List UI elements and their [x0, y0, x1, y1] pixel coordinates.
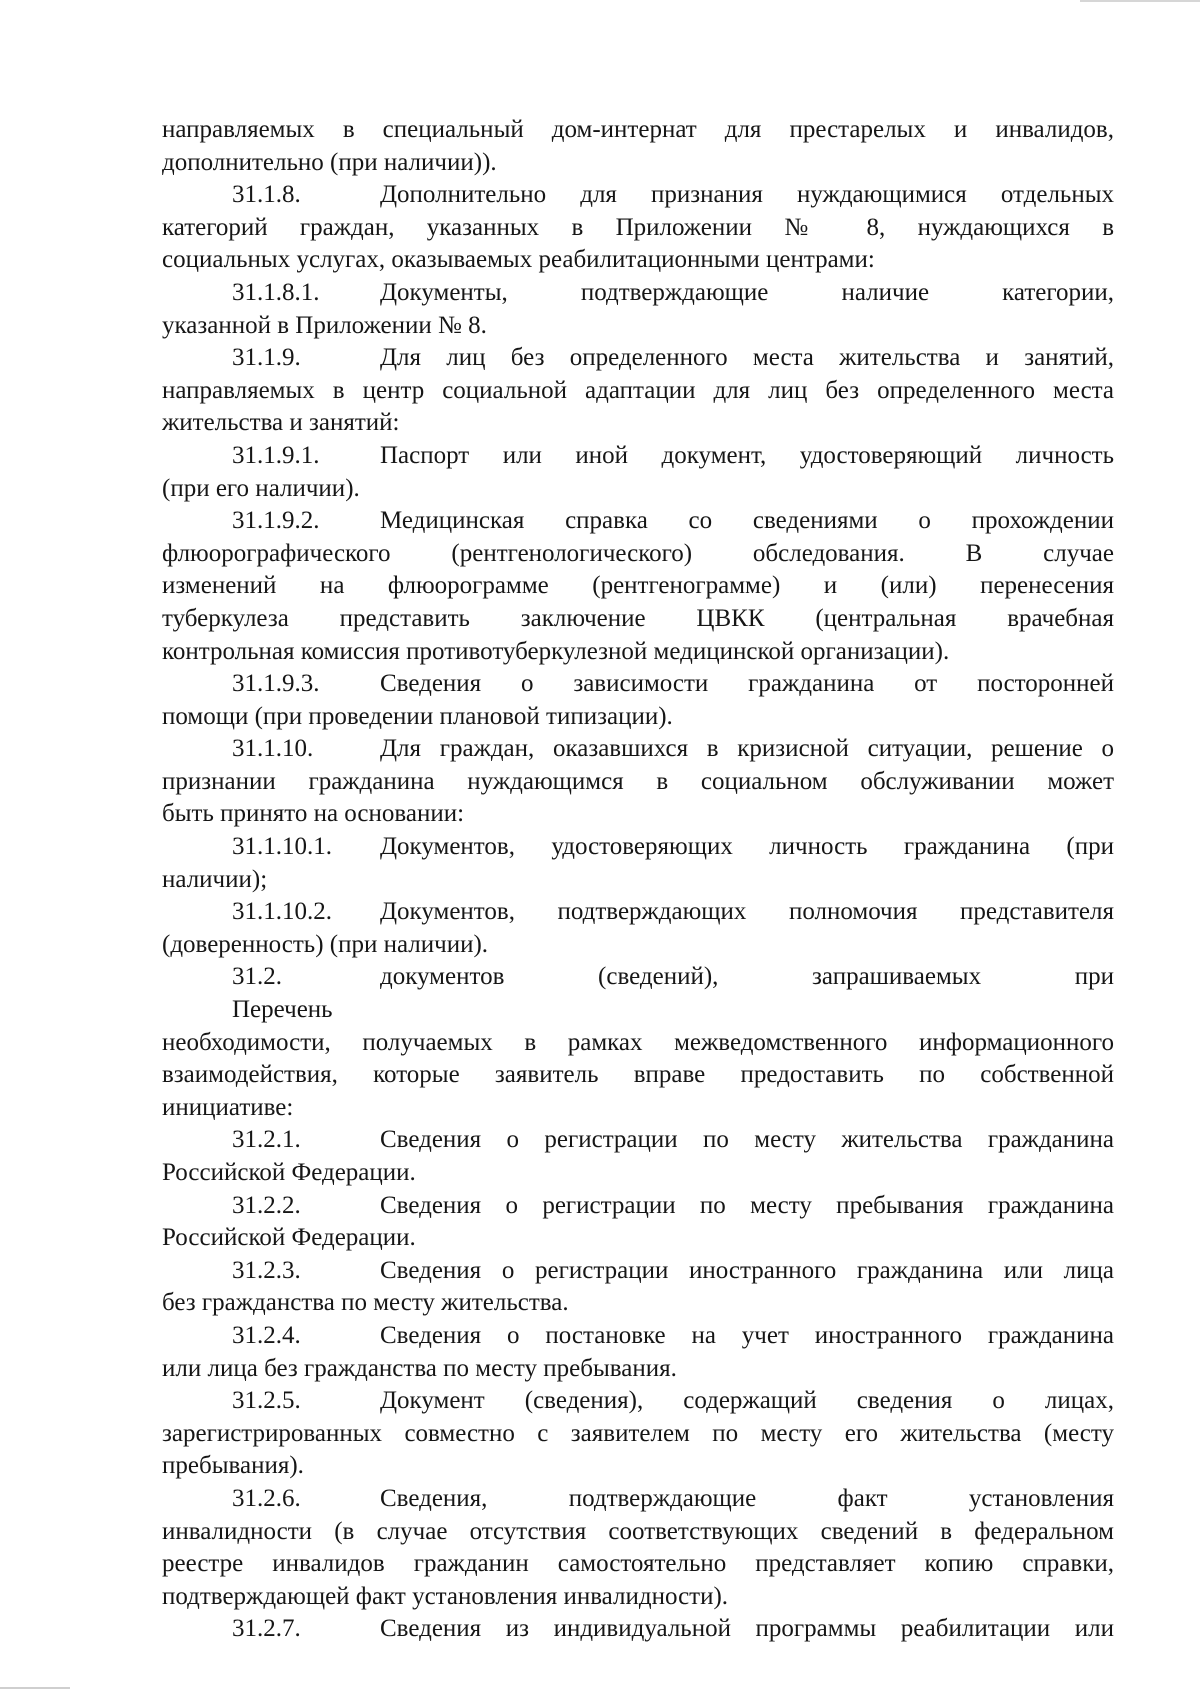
- list-item: [162, 668, 1114, 733]
- list-item: [162, 733, 1114, 831]
- text-line: наличии);: [162, 865, 268, 893]
- item-text: Сведения о регистрации иностранного гражданина или лица: [380, 1256, 1114, 1284]
- item-text: Паспорт или иной документ, удостоверяющий личность: [380, 441, 1114, 469]
- item-first-line: [162, 505, 1114, 538]
- text-line: зарегистрированных совместно с заявителем по месту его жительства (месту: [162, 1419, 1114, 1447]
- list-item: [162, 1190, 1114, 1255]
- text-line: направляемых в центр социальной адаптации для лиц без определенного места: [162, 376, 1114, 404]
- item-first-line: [162, 342, 1114, 375]
- text-line: реестре инвалидов гражданин самостоятельно представляет копию справки,: [162, 1550, 1114, 1578]
- item-text: Сведения о зависимости гражданина от посторонней: [380, 670, 1114, 698]
- text-line: направляемых в специальный дом-интернат для престарелых и инвалидов,: [162, 116, 1114, 143]
- list-item: [162, 896, 1114, 961]
- item-number: 31.2.2.: [232, 1191, 301, 1219]
- list-item: [162, 179, 1114, 277]
- item-text: Документ (сведения), содержащий сведения о лицах,: [380, 1387, 1114, 1415]
- item-text: Документов, подтверждающих полномочия представителя: [380, 898, 1114, 926]
- text-line: туберкулеза представить заключение ЦВКК (центральная врачебная: [162, 604, 1114, 632]
- list-item: [162, 1320, 1114, 1385]
- item-number: 31.1.9.2.: [232, 507, 320, 535]
- text-line: жительства и занятий:: [162, 409, 400, 437]
- item-first-line: [162, 277, 1114, 310]
- item-first-line: [162, 1483, 1114, 1516]
- item-number: 31.1.9.: [232, 344, 301, 372]
- text-line: помощи (при проведении плановой типизации).: [162, 702, 673, 730]
- item-text: Сведения о регистрации по месту пребывания гражданина: [380, 1191, 1114, 1219]
- item-text: Сведения из индивидуальной программы реабилитации или: [380, 1615, 1114, 1643]
- document-body: [162, 114, 1114, 1646]
- text-line: быть принято на основании:: [162, 800, 465, 828]
- paragraph: [162, 114, 1114, 179]
- text-line: категорий граждан, указанных в Приложении № 8, нуждающихся в: [162, 213, 1114, 241]
- item-first-line: [162, 1385, 1114, 1418]
- item-text: Дополнительно для признания нуждающимися отдельных: [380, 181, 1114, 209]
- item-number: 31.1.9.1.: [232, 441, 320, 469]
- item-first-line: [162, 831, 1114, 864]
- text-line: (при его наличии).: [162, 474, 360, 502]
- scan-edge-mark: [1080, 0, 1200, 2]
- item-text: Для лиц без определенного места жительства и занятий,: [380, 344, 1114, 372]
- text-line: инвалидности (в случае отсутствия соответствующих сведений в федеральном: [162, 1517, 1114, 1545]
- list-item: [162, 1255, 1114, 1320]
- item-number: 31.2.3.: [232, 1256, 301, 1284]
- text-line: Российской Федерации.: [162, 1224, 416, 1252]
- text-line: подтверждающей факт установления инвалидности).: [162, 1582, 729, 1610]
- item-text: Документы, подтверждающие наличие категории,: [380, 278, 1114, 306]
- item-first-line: [162, 896, 1114, 929]
- item-first-line: [162, 1320, 1114, 1353]
- list-item: [162, 277, 1114, 342]
- text-line: указанной в Приложении № 8.: [162, 311, 487, 339]
- item-number: 31.1.10.2.: [232, 898, 332, 926]
- item-first-line: [162, 961, 1114, 1026]
- list-item: [162, 342, 1114, 440]
- item-number: 31.1.8.1.: [232, 278, 320, 306]
- text-line: без гражданства по месту жительства.: [162, 1289, 569, 1317]
- text-line: признании гражданина нуждающимся в социальном обслуживании может: [162, 767, 1114, 795]
- item-number: 31.1.10.: [232, 735, 314, 763]
- item-first-line: [162, 1255, 1114, 1288]
- item-number: 31.1.8.: [232, 181, 301, 209]
- text-line: пребывания).: [162, 1452, 304, 1480]
- scan-edge-mark: [0, 1687, 70, 1689]
- item-number: 31.2.4.: [232, 1321, 301, 1349]
- text-line: флюорографического (рентгенологического) обследования. В случае: [162, 539, 1114, 567]
- item-first-line: [162, 179, 1114, 212]
- text-line: изменений на флюорограмме (рентгенограмме) и (или) перенесения: [162, 572, 1114, 600]
- item-number: 31.2.5.: [232, 1387, 301, 1415]
- list-item: [162, 505, 1114, 668]
- list-item: [162, 440, 1114, 505]
- item-number: 31.2.7.: [232, 1615, 301, 1643]
- item-number: 31.2.6.: [232, 1484, 301, 1512]
- item-first-line: [162, 668, 1114, 701]
- text-line: социальных услугах, оказываемых реабилитационными центрами:: [162, 246, 875, 274]
- list-item: [162, 1483, 1114, 1613]
- text-line: контрольная комиссия противотуберкулезной медицинской организации).: [162, 637, 950, 665]
- text-line: Российской Федерации.: [162, 1159, 416, 1186]
- text-line: взаимодействия, которые заявитель вправе предоставить по собственной: [162, 1061, 1114, 1089]
- item-first-line: [162, 1124, 1114, 1157]
- list-item: [162, 961, 1114, 1124]
- item-first-line: [162, 1190, 1114, 1223]
- list-item: [162, 831, 1114, 896]
- text-line: дополнительно (при наличии)).: [162, 148, 497, 176]
- item-text: Медицинская справка со сведениями о прохождении: [380, 507, 1114, 535]
- text-line: (доверенность) (при наличии).: [162, 930, 489, 958]
- list-item: [162, 1124, 1114, 1189]
- list-item: [162, 1385, 1114, 1483]
- item-number: 31.2.1.: [232, 1126, 301, 1154]
- item-text: Документов, удостоверяющих личность гражданина (при: [380, 833, 1114, 861]
- item-first-line: [162, 440, 1114, 473]
- text-line: или лица без гражданства по месту пребывания.: [162, 1354, 677, 1382]
- item-number: 31.1.10.1.: [232, 833, 332, 861]
- text-line: инициативе:: [162, 1093, 294, 1121]
- item-first-line: [162, 1613, 1114, 1646]
- item-text: документов (сведений), запрашиваемых при: [380, 963, 1114, 991]
- item-text: Сведения о регистрации по месту жительства гражданина: [380, 1126, 1114, 1154]
- item-number: 31.1.9.3.: [232, 670, 320, 698]
- item-text: Для граждан, оказавшихся в кризисной ситуации, решение о: [380, 735, 1114, 763]
- list-item: [162, 1613, 1114, 1646]
- text-line: необходимости, получаемых в рамках межведомственного информационного: [162, 1028, 1114, 1056]
- item-first-line: [162, 733, 1114, 766]
- item-text: Сведения о постановке на учет иностранного гражданина: [380, 1321, 1114, 1349]
- item-number: 31.2. Перечень: [232, 963, 333, 1024]
- item-text: Сведения, подтверждающие факт установления: [380, 1484, 1114, 1512]
